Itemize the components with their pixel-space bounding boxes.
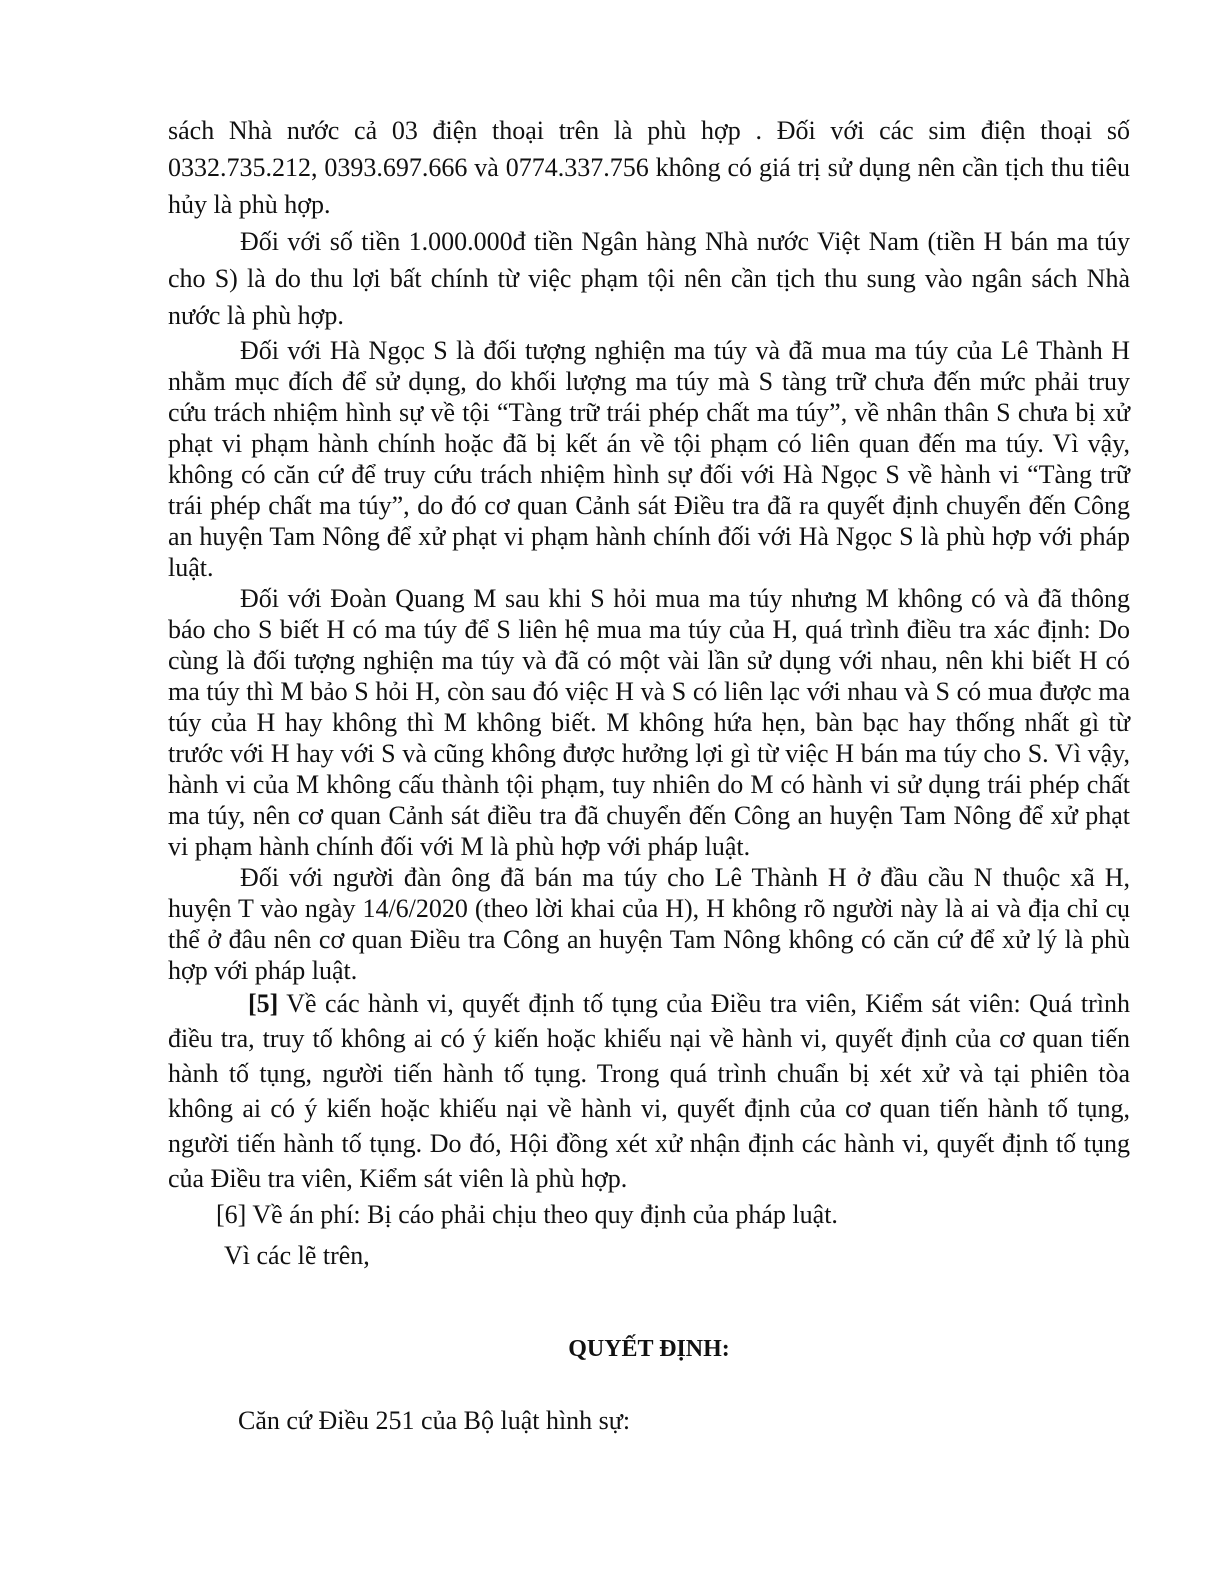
- reasons-line: Vì các lẽ trên,: [224, 1241, 370, 1270]
- paragraph-ha-ngoc-s: Đối với Hà Ngọc S là đối tượng nghiện ma túy và đã mua ma túy của Lê Thành H nhằm mục đích để sử dụng, do khối lượng ma túy mà S tàng trữ chưa đến mức phải truy cứu trách nhiệm hình sự về tội “Tàng trữ trái phép chất ma túy”, về nhân thân S chưa bị xử phạt vi phạm hành chính hoặc đã bị kết án về tội phạm có liên quan đến ma túy. Vì vậy, không có căn cứ để truy cứu trách nhiệm hình sự đối với Hà Ngọc S về hành vi “Tàng trữ trái phép chất ma túy”, do đó cơ quan Cảnh sát Điều tra đã ra quyết định chuyển đến Công an huyện Tam Nông để xử phạt vi phạm hành chính đối với Hà Ngọc S là phù hợp với pháp luật.: [168, 336, 1130, 582]
- paragraph-confiscation-phones: sách Nhà nước cả 03 điện thoại trên là phù hợp . Đối với các sim điện thoại số 0332.735.212, 0393.697.666 và 0774.337.756 không có giá trị sử dụng nên cần tịch thu tiêu hủy là phù hợp.: [168, 116, 1130, 219]
- document-page: [168, 112, 1130, 1438]
- paragraph-confiscation-money: Đối với số tiền 1.000.000đ tiền Ngân hàng Nhà nước Việt Nam (tiền H bán ma túy cho S) là do thu lợi bất chính từ việc phạm tội nên cần tịch thu sung vào ngân sách Nhà nước là phù hợp.: [168, 227, 1130, 330]
- paragraph-procedural-acts: [168, 986, 1130, 1196]
- paragraph-court-fees: [6] Về án phí: Bị cáo phải chịu theo quy định của pháp luật.: [216, 1200, 838, 1229]
- paragraph-doan-quang-m: Đối với Đoàn Quang M sau khi S hỏi mua ma túy nhưng M không có và đã thông báo cho S biết H có ma túy để S liên hệ mua ma túy của H, quá trình điều tra xác định: Do cùng là đối tượng nghiện ma túy và đã có một vài lần sử dụng với nhau, nên khi biết H có ma túy thì M bảo S hỏi H, còn sau đó việc H và S có liên lạc với nhau và S có mua được ma túy của H hay không thì M không biết. M không hứa hẹn, bàn bạc hay thống nhất gì từ trước với H hay với S và cũng không được hưởng lợi gì từ việc H bán ma túy cho S. Vì vậy, hành vi của M không cấu thành tội phạm, tuy nhiên do M có hành vi sử dụng trái phép chất ma túy, nên cơ quan Cảnh sát điều tra đã chuyển đến Công an huyện Tam Nông để xử phạt vi phạm hành chính đối với M là phù hợp với pháp luật.: [168, 584, 1130, 861]
- paragraph-text: Về các hành vi, quyết định tố tụng của Điều tra viên, Kiểm sát viên: Quá trình điều tra, truy tố không ai có ý kiến hoặc khiếu nại về hành vi, quyết định của cơ quan tiến hành tố tụng, người tiến hành tố tụng. Trong quá trình chuẩn bị xét xử và tại phiên tòa không ai có ý kiến hoặc khiếu nại về hành vi, quyết định của cơ quan tiến hành tố tụng, người tiến hành tố tụng. Do đó, Hội đồng xét xử nhận định các hành vi, quyết định tố tụng của Điều tra viên, Kiểm sát viên là phù hợp.: [168, 989, 1130, 1193]
- paragraph-unknown-seller: Đối với người đàn ông đã bán ma túy cho Lê Thành H ở đầu cầu N thuộc xã H, huyện T vào ngày 14/6/2020 (theo lời khai của H), H không rõ người này là ai và địa chỉ cụ thể ở đâu nên cơ quan Điều tra Công an huyện Tam Nông không có căn cứ để xử lý là phù hợp với pháp luật.: [168, 863, 1130, 985]
- decision-heading: QUYẾT ĐỊNH:: [568, 1336, 730, 1362]
- legal-basis-line: Căn cứ Điều 251 của Bộ luật hình sự:: [238, 1406, 631, 1435]
- paragraph-marker: [5]: [248, 989, 279, 1018]
